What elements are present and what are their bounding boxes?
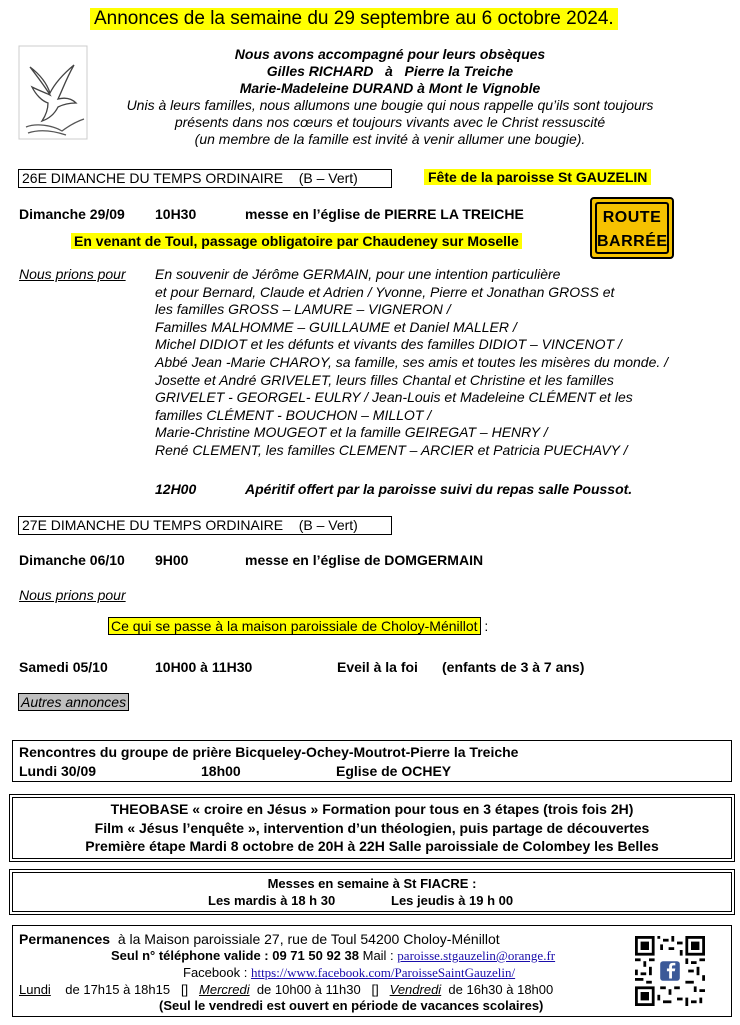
prayer-line: les familles GROSS – LAMURE – VIGNERON / xyxy=(155,301,451,318)
page-title: Annonces de la semaine du 29 septembre au 6 octobre 2024. xyxy=(90,8,618,30)
sunday1-heading-box xyxy=(18,169,392,188)
house-heading: Ce qui se passe à la maison paroissiale de Choloy-Ménillot xyxy=(108,617,481,635)
phone-number: Seul n° téléphone valide : 09 71 50 92 38 xyxy=(111,948,359,963)
theobase-line-1: THEOBASE « croire en Jésus » Formation pour tous en 3 étapes (trois fois 2H) xyxy=(110,801,634,817)
sunday1-pray-label: Nous prions pour xyxy=(19,266,126,282)
holiday-note: (Seul le vendredi est ouvert en période de vacances scolaires) xyxy=(159,998,544,1013)
road-sign-line-2: BARRÉE xyxy=(597,233,668,250)
house-time: 10H00 à 11H30 xyxy=(155,659,253,675)
footer-box xyxy=(12,925,732,1017)
prayer-group-day: Lundi 30/09 xyxy=(19,763,97,779)
sunday1-time: 10H30 xyxy=(155,206,197,222)
hours-monday: de 17h15 à 18h15 xyxy=(65,982,171,997)
road-sign-line-1: ROUTE xyxy=(602,209,662,226)
theobase-line-2: Film « Jésus l’enquête », intervention d’un théologien, puis partage de découvertes xyxy=(94,820,650,836)
detour-notice: En venant de Toul, passage obligatoire par Chaudeney sur Moselle xyxy=(71,233,522,249)
sunday2-pray-label: Nous prions pour xyxy=(19,587,126,603)
facebook-row xyxy=(183,965,515,981)
obituary-text-3: (un membre de la famille est invité à venir allumer une bougie). xyxy=(194,131,586,147)
separator: [] xyxy=(180,982,189,997)
sunday1-liturgical-color: (B – Vert) xyxy=(298,170,358,186)
house-heading-row xyxy=(108,618,488,634)
weekday-masses-box xyxy=(12,872,732,912)
aperitif-time: 12H00 xyxy=(155,481,197,497)
obituary-person-2: Marie-Madeleine DURAND à Mont le Vignoble xyxy=(239,80,541,96)
road-closed-sign xyxy=(590,197,674,259)
sunday2-heading: 27E DIMANCHE DU TEMPS ORDINAIRE xyxy=(22,517,284,533)
theobase-line-3: Première étape Mardi 8 octobre de 20H à 22H Salle paroissiale de Colombey les Belles xyxy=(85,838,659,854)
mail-link[interactable]: paroisse.stgauzelin@orange.fr xyxy=(397,948,556,963)
sunday2-time: 9H00 xyxy=(155,552,189,568)
opening-hours-row xyxy=(19,982,553,997)
house-day: Samedi 05/10 xyxy=(19,659,108,675)
obituary-intro: Nous avons accompagné pour leurs obsèques xyxy=(234,46,546,62)
prayer-line: GRIVELET - GEORGEL- EULRY / Jean-Louis et Madeleine CLÉMENT et les xyxy=(155,389,633,406)
prayer-line: Abbé Jean -Marie CHAROY, sa famille, ses amis et toutes les misères du monde. / xyxy=(155,353,669,370)
day-wednesday: Mercredi xyxy=(199,982,250,997)
prayer-line: Michel DIDIOT et les défunts et vivants des familles DIDIOT – VINCENOT / xyxy=(155,336,622,353)
prayer-line: familles CLÉMENT - BOUCHON – MILLOT / xyxy=(155,406,432,423)
prayer-line: En souvenir de Jérôme GERMAIN, pour une intention particulière xyxy=(155,266,561,282)
other-announcements-label: Autres annonces xyxy=(18,693,129,711)
sunday2-liturgical-color: (B – Vert) xyxy=(298,517,358,533)
dove-icon xyxy=(18,45,88,140)
contact-row xyxy=(111,948,555,964)
house-event: Eveil à la foi xyxy=(337,659,418,675)
obituary-text-1: Unis à leurs familles, nous allumons une bougie qui nous rappelle qu’ils sont toujours xyxy=(126,97,654,113)
obituary-text-2: présents dans nos cœurs et toujours vivants avec le Christ ressuscité xyxy=(174,114,606,130)
hours-wednesday: de 10h00 à 11h30 xyxy=(256,982,361,997)
prayer-group-box xyxy=(12,740,732,782)
aperitif-text: Apéritif offert par la paroisse suivi du repas salle Poussot. xyxy=(245,481,633,497)
sunday2-mass: messe en l’église de DOMGERMAIN xyxy=(245,552,484,568)
prayer-group-place: Eglise de OCHEY xyxy=(336,763,452,779)
house-audience: (enfants de 3 à 7 ans) xyxy=(442,659,585,675)
separator: [] xyxy=(371,982,379,997)
theobase-box xyxy=(12,797,732,859)
prayer-line: Josette et André GRIVELET, leurs filles Chantal et Christine et les familles xyxy=(155,371,614,388)
house-heading-colon: : xyxy=(484,618,489,634)
hours-friday: de 16h30 à 18h00 xyxy=(448,982,554,997)
prayer-line: et pour Bernard, Claude et Adrien / Yvonne, Pierre et Jonathan GROSS et xyxy=(155,283,615,300)
weekday-tuesday: Les mardis à 18 h 30 xyxy=(208,893,336,908)
feast-label: Fête de la paroisse St GAUZELIN xyxy=(424,169,651,185)
permanences-row xyxy=(19,931,500,947)
sunday1-date: Dimanche 29/09 xyxy=(19,206,125,222)
permanences-label: Permanences xyxy=(19,931,111,947)
sunday1-heading: 26E DIMANCHE DU TEMPS ORDINAIRE xyxy=(22,170,284,186)
facebook-link[interactable]: https://www.facebook.com/ParoisseSaintGauzelin/ xyxy=(250,965,516,980)
day-monday: Lundi xyxy=(19,982,51,997)
mail-label: Mail : xyxy=(362,948,394,963)
prayer-list xyxy=(155,266,668,460)
sunday1-mass: messe en l’église de PIERRE LA TREICHE xyxy=(245,206,524,222)
day-friday: Vendredi xyxy=(389,982,442,997)
obituary-person-1: Gilles RICHARD à Pierre la Treiche xyxy=(266,63,514,79)
permanences-address: à la Maison paroissiale 27, rue de Toul 54200 Choloy-Ménillot xyxy=(117,931,500,947)
prayer-group-time: 18h00 xyxy=(201,763,241,779)
prayer-group-title: Rencontres du groupe de prière Bicqueley-Ochey-Moutrot-Pierre la Treiche xyxy=(19,744,519,760)
prayer-line: Familles MALHOMME – GUILLAUME et Daniel MALLER / xyxy=(155,318,517,335)
prayer-line: Marie-Christine MOUGEOT et la famille GEIREGAT – HENRY / xyxy=(155,424,548,441)
prayer-line: René CLEMENT, les familles CLEMENT – ARCIER et Patricia PUECHAVY / xyxy=(155,441,628,458)
sunday2-date: Dimanche 06/10 xyxy=(19,552,125,568)
weekday-thursday: Les jeudis à 19 h 00 xyxy=(391,893,514,908)
obituary-block xyxy=(85,46,695,148)
weekday-masses-title: Messes en semaine à St FIACRE : xyxy=(267,876,477,891)
facebook-label: Facebook : xyxy=(183,965,248,980)
qr-code-icon[interactable] xyxy=(635,936,705,1006)
sunday2-heading-box xyxy=(18,516,392,535)
